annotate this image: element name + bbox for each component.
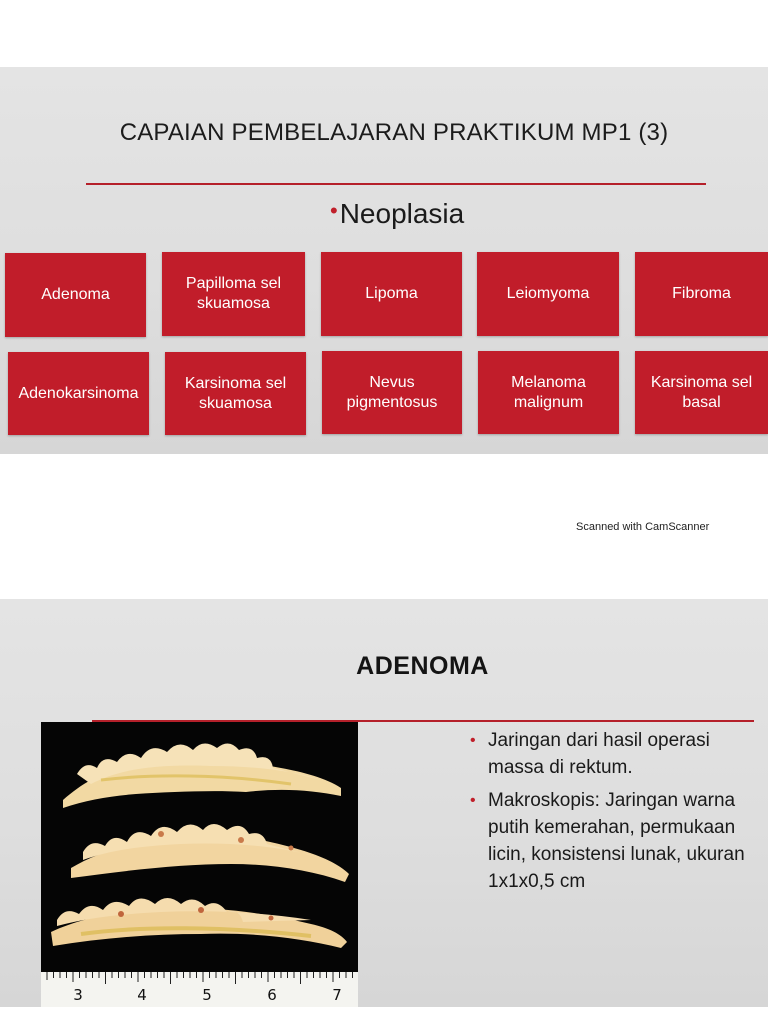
slide-subtitle xyxy=(330,198,464,230)
slide-adenoma xyxy=(0,599,768,1007)
topic-box-karsinoma-skuamosa: Karsinoma sel skuamosa xyxy=(165,352,306,435)
bullet-icon: • xyxy=(330,198,338,223)
description-item xyxy=(470,727,768,781)
bullet-icon: • xyxy=(470,732,476,749)
topic-box-nevus: Nevus pigmentosus xyxy=(322,351,462,434)
topic-box-karsinoma-basal: Karsinoma sel basal xyxy=(635,351,768,434)
slide-title: CAPAIAN PEMBELAJARAN PRAKTIKUM MP1 (3) xyxy=(119,119,669,146)
slide-title: ADENOMA xyxy=(356,652,489,680)
bullet-icon: • xyxy=(470,792,476,809)
description-text: Jaringan dari hasil operasi massa di rektum. xyxy=(488,730,710,778)
subtitle-text: Neoplasia xyxy=(339,198,465,229)
description-item xyxy=(470,787,768,895)
topic-box-lipoma: Lipoma xyxy=(321,252,462,336)
topic-box-melanoma: Melanoma malignum xyxy=(478,351,619,434)
topic-box-adenoma: Adenoma xyxy=(5,253,146,337)
slide-neoplasia xyxy=(0,67,768,454)
ruler-tick-4: 4 xyxy=(137,986,147,1004)
ruler-tick-5: 5 xyxy=(202,986,212,1004)
scanner-watermark: Scanned with CamScanner xyxy=(576,521,710,533)
description-text: Makroskopis: Jaringan warna putih kemerahan, permukaan licin, konsistensi lunak, ukuran 1x1x0,5 cm xyxy=(488,790,745,892)
topic-box-fibroma: Fibroma xyxy=(635,252,768,336)
topic-box-papilloma: Papilloma sel skuamosa xyxy=(162,252,305,336)
topic-box-adenokarsinoma: Adenokarsinoma xyxy=(8,352,149,435)
topic-box-leiomyoma: Leiomyoma xyxy=(477,252,619,336)
ruler-tick-3: 3 xyxy=(73,986,83,1004)
specimen-photo xyxy=(41,722,358,1007)
ruler-tick-6: 6 xyxy=(267,986,277,1004)
description-list xyxy=(470,727,768,901)
ruler-tick-7: 7 xyxy=(332,986,342,1004)
title-divider xyxy=(86,183,706,185)
